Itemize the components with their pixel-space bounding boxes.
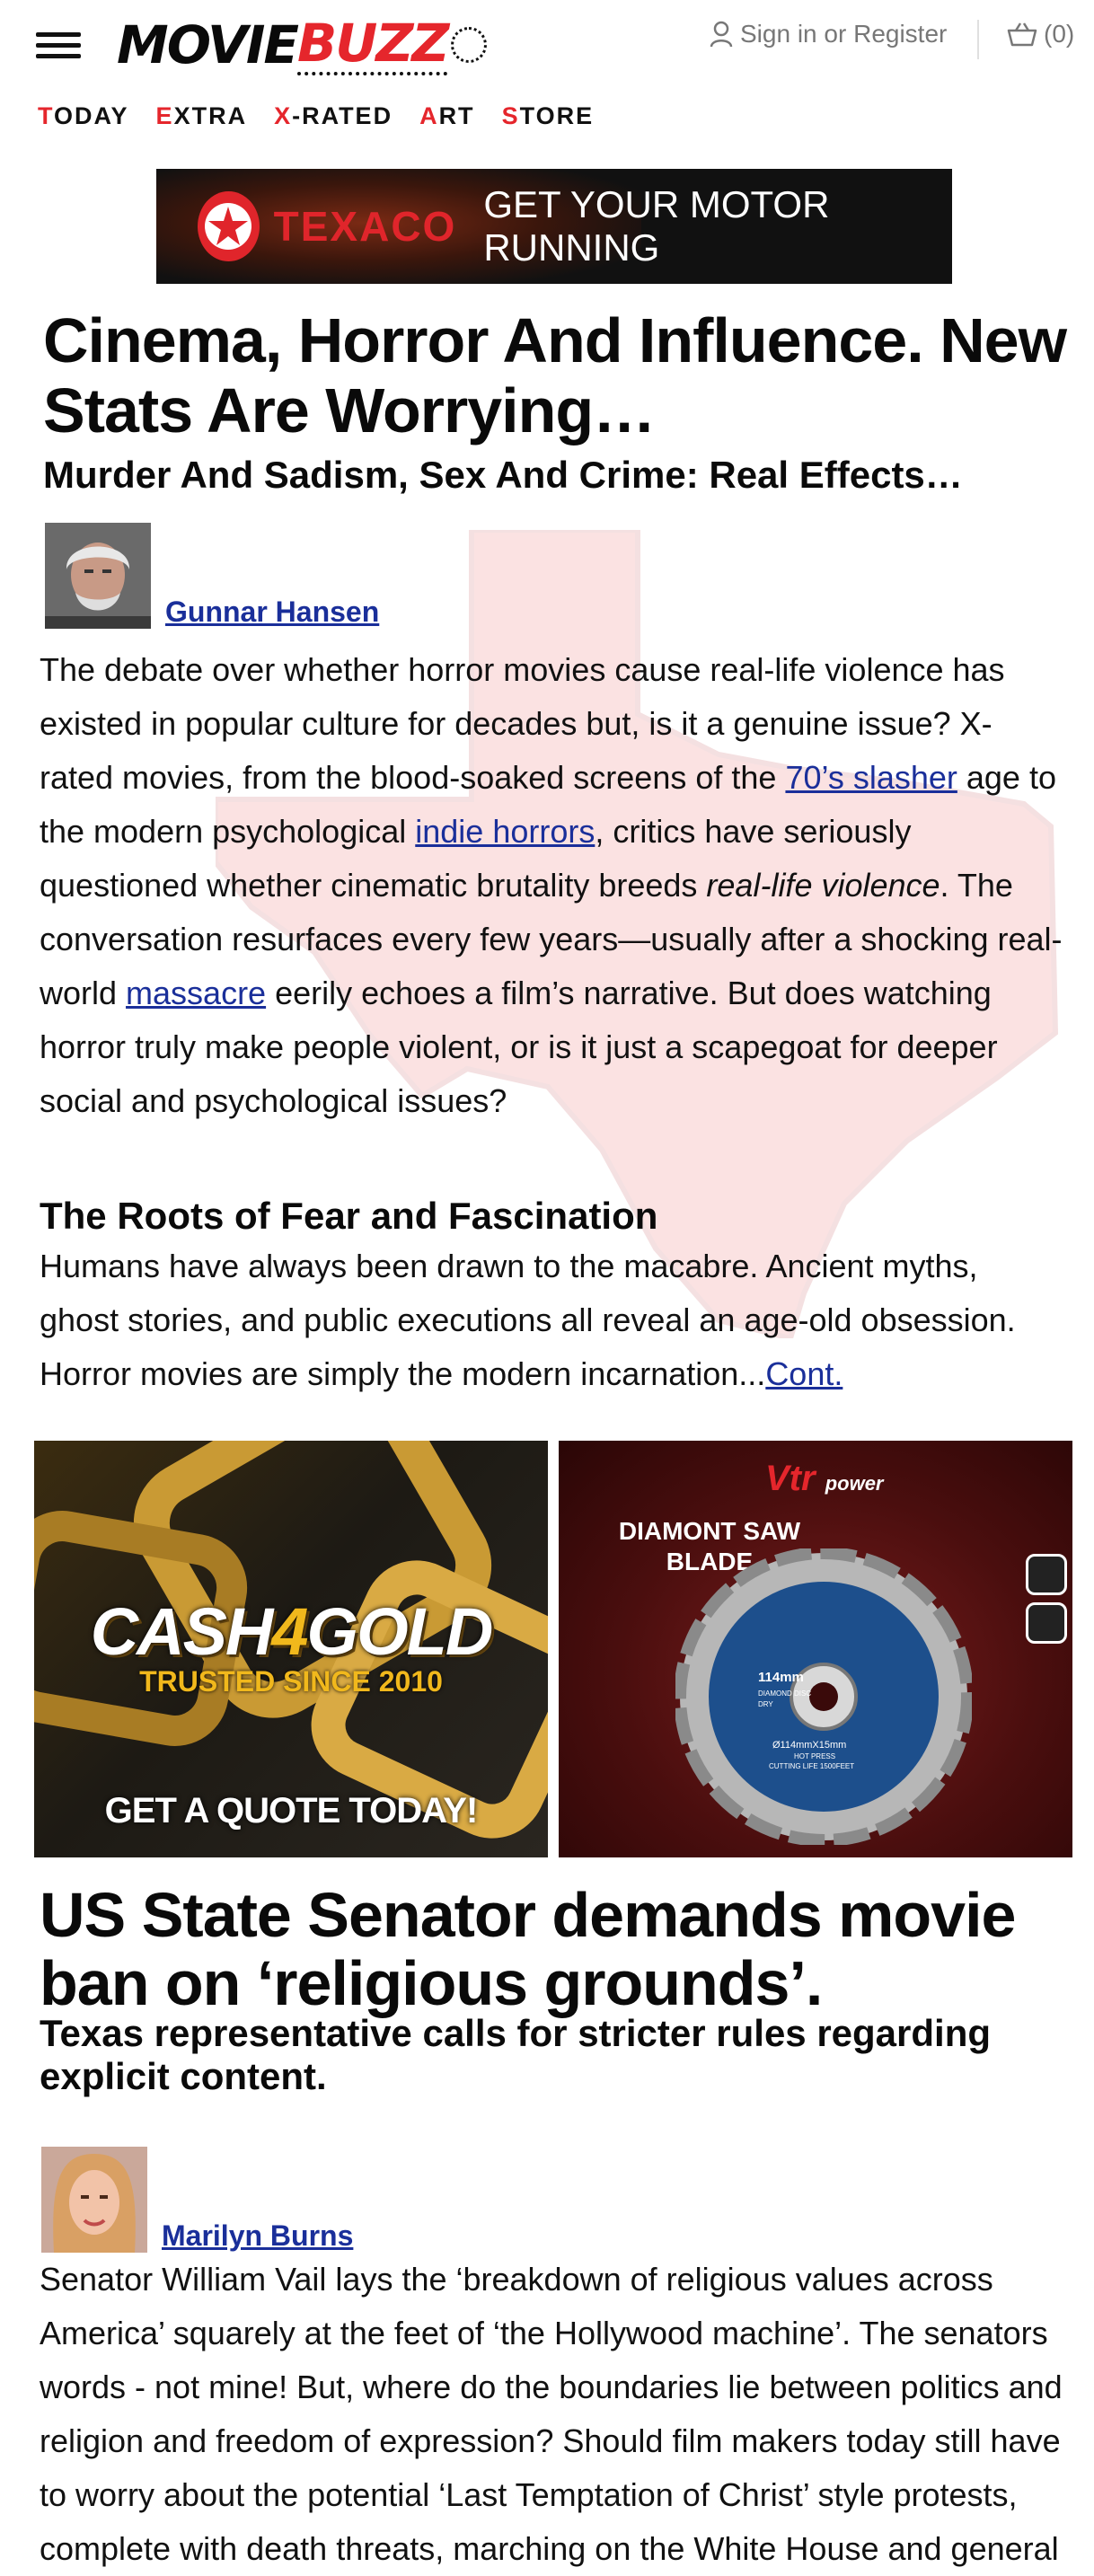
- cart-count: (0): [1044, 20, 1075, 48]
- nav-label: -RATED: [292, 102, 393, 129]
- text-segment: eerily echoes a film’s narrative. But does watching horror truly make people violent, or is it just a scapegoat for deeper social and psychological issues?: [40, 975, 998, 1119]
- nav-item-x-rated[interactable]: [274, 102, 393, 130]
- article-paragraph: Senator William Vail lays the ‘breakdown of religious values across America’ squarely at the feet of ‘the Hollywood machine’. The senators words - not mine! But, where do the boundaries lie between politics and religion and freedom of expression? Should film makers today still have to worry about the potential ‘Last Temptation of Christ’ style protests, complete with death threats, marching on the White House and general: [40, 2261, 1063, 2567]
- menu-icon[interactable]: [36, 31, 83, 59]
- article-subtitle: Murder And Sadism, Sex And Crime: Real Effects…: [43, 454, 963, 496]
- safety-info-icon: [1026, 1602, 1067, 1644]
- logo-movie-text: MOVIE: [117, 14, 298, 75]
- nav-initial: A: [419, 102, 439, 129]
- banner-brand: TEXACO: [273, 203, 457, 250]
- nav-initial: T: [38, 102, 55, 129]
- text-segment: Humans have always been drawn to the macabre. Ancient myths, ghost stories, and public executions all reveal an age-old obsession. Horror movies are simply the modern incarnation...: [40, 1248, 1016, 1392]
- text-segment: age to the modern psychological: [40, 759, 1056, 850]
- spec-text: DIAMOND DISC: [758, 1689, 812, 1698]
- massacre-link[interactable]: massacre: [126, 975, 267, 1011]
- nav-item-art[interactable]: [419, 102, 475, 130]
- spec-text: HOT PRESS: [794, 1752, 836, 1760]
- ad-cta[interactable]: GET A QUOTE TODAY!: [104, 1791, 478, 1831]
- author-byline: [41, 2147, 353, 2253]
- spec-text: Ø114mmX15mm: [772, 1740, 847, 1751]
- article-subtitle: Texas representative calls for stricter rules regarding explicit content.: [40, 2012, 992, 2097]
- article-paragraph: [40, 1239, 1063, 1401]
- register-link[interactable]: Register: [853, 20, 948, 48]
- header-divider: [977, 20, 979, 59]
- ad-brand: [34, 1593, 548, 1670]
- account-separator: or: [816, 20, 854, 48]
- emphasis-text: real-life violence: [706, 867, 940, 904]
- ear-protection-icon: [1026, 1554, 1067, 1595]
- cash4gold-ad[interactable]: [34, 1441, 548, 1857]
- section-heading: The Roots of Fear and Fascination: [40, 1195, 658, 1237]
- ad-since: TRUSTED SINCE 2010: [139, 1665, 443, 1698]
- nav-label: RT: [438, 102, 475, 129]
- title-line: BLADE: [666, 1548, 754, 1575]
- ad-brand: [765, 1459, 884, 1499]
- texaco-star-icon: [198, 191, 260, 261]
- nav-item-extra[interactable]: [156, 102, 248, 130]
- text-segment: , critics have seriously questioned whether cinematic brutality breeds: [40, 813, 912, 904]
- author-avatar[interactable]: [45, 523, 151, 629]
- main-nav: [38, 102, 594, 130]
- author-avatar[interactable]: [41, 2147, 147, 2253]
- nav-item-today[interactable]: [38, 102, 129, 130]
- logo-film-reel-icon: [451, 27, 487, 63]
- saw-blade-ad[interactable]: [559, 1441, 1072, 1857]
- spec-text: DRY: [758, 1700, 773, 1708]
- banner-tagline: GET YOUR MOTOR RUNNING: [483, 183, 830, 269]
- texaco-banner-ad[interactable]: [156, 169, 952, 284]
- site-header: [0, 0, 1094, 144]
- author-name-link[interactable]: Gunnar Hansen: [165, 595, 380, 628]
- text-segment: The debate over whether horror movies cause real-life violence has existed in popular culture for decades but, is it a genuine issue? X-rated movies, from the blood-soaked screens of the: [40, 651, 1005, 796]
- nav-initial: E: [155, 102, 174, 129]
- spec-text: 114mm: [758, 1670, 804, 1685]
- slasher-link[interactable]: 70’s slasher: [785, 759, 957, 796]
- basket-icon: [1006, 21, 1038, 48]
- article-paragraph: [40, 643, 1063, 1128]
- brand-part: CASH: [90, 1594, 272, 1669]
- text-segment: . The conversation resurfaces every few years—usually after a shocking real-world: [40, 867, 1063, 1011]
- brand-part: GOLD: [306, 1594, 492, 1669]
- account-links: [710, 20, 947, 49]
- sign-in-link[interactable]: Sign in: [740, 20, 817, 48]
- nav-label: ODAY: [54, 102, 129, 129]
- cart-button[interactable]: [1006, 20, 1074, 49]
- author-name-link[interactable]: Marilyn Burns: [162, 2219, 354, 2252]
- title-line: DIAMONT SAW: [618, 1517, 801, 1545]
- brand-part: 4: [271, 1594, 307, 1669]
- author-byline: [45, 523, 379, 629]
- nav-label: XTRA: [173, 102, 248, 129]
- saw-blade-icon: [675, 1548, 972, 1845]
- article-title: US State Senator demands movie ban on ‘religious grounds’.: [40, 1880, 1016, 2018]
- nav-label: TORE: [519, 102, 595, 129]
- continue-link[interactable]: Cont.: [765, 1355, 843, 1392]
- spec-text: CUTTING LIFE 1500FEET: [769, 1762, 855, 1770]
- user-icon: [710, 21, 733, 48]
- nav-item-store[interactable]: [502, 102, 595, 130]
- site-logo[interactable]: [117, 9, 487, 81]
- logo-buzz-text: BUZZ: [297, 13, 448, 74]
- article-title: Cinema, Horror And Influence. New Stats Are Worrying…: [43, 305, 1067, 446]
- brand-part: power: [825, 1472, 884, 1495]
- indie-horrors-link[interactable]: indie horrors: [415, 813, 596, 850]
- nav-initial: S: [501, 102, 520, 129]
- brand-part: Vtr: [765, 1459, 816, 1498]
- nav-initial: X: [274, 102, 293, 129]
